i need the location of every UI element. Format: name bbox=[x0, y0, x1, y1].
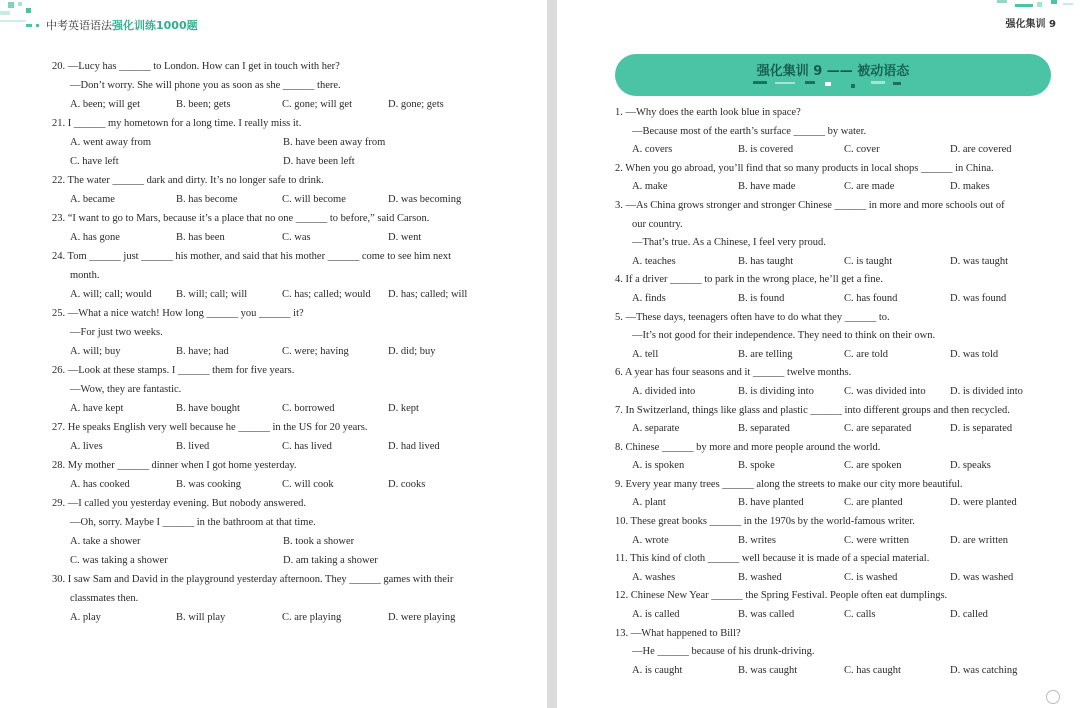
decor-bar bbox=[1015, 4, 1033, 7]
answer-option[interactable]: D. was taught bbox=[950, 255, 1009, 267]
question-line: —Oh, sorry. Maybe I ______ in the bathroom at that time. bbox=[70, 517, 316, 528]
question-stem: 6. A year has four seasons and it ______ twelve months. bbox=[615, 367, 852, 379]
answer-option[interactable]: B. was called bbox=[738, 609, 795, 621]
decor-bar bbox=[1063, 3, 1073, 5]
question-stem: 20. —Lucy has ______ to London. How can I get in touch with her? bbox=[52, 61, 340, 72]
answer-option[interactable]: B. spoke bbox=[738, 460, 775, 472]
answer-option[interactable]: D. were planted bbox=[950, 497, 1017, 509]
answer-option[interactable]: B. was cooking bbox=[176, 479, 242, 490]
answer-option[interactable]: C. are planted bbox=[844, 497, 903, 509]
answer-option[interactable]: C. was taking a shower bbox=[70, 555, 168, 566]
answer-option[interactable]: D. went bbox=[388, 232, 422, 243]
question-stem: 8. Chinese ______ by more and more people around the world. bbox=[615, 441, 881, 453]
answer-option[interactable]: C. were; having bbox=[282, 346, 349, 357]
question-item bbox=[52, 494, 522, 570]
answer-option[interactable]: B. writes bbox=[738, 534, 776, 546]
answer-option[interactable]: A. play bbox=[70, 612, 101, 623]
answer-option[interactable]: C. has caught bbox=[844, 664, 901, 676]
answer-option[interactable]: B. are telling bbox=[738, 348, 793, 360]
question-item bbox=[52, 247, 522, 304]
answer-option[interactable]: C. are made bbox=[844, 181, 895, 193]
answer-option[interactable]: C. gone; will get bbox=[282, 99, 352, 110]
question-stem: 11. This kind of cloth ______ well because it is made of a special material. bbox=[615, 553, 930, 565]
answer-option[interactable]: B. separated bbox=[738, 423, 790, 435]
decor-bar bbox=[805, 81, 815, 84]
question-item bbox=[615, 364, 1055, 401]
answer-option[interactable]: C. cover bbox=[844, 144, 880, 156]
decor-square bbox=[851, 84, 855, 88]
answer-option[interactable]: A. make bbox=[632, 181, 668, 193]
question-line: —Because most of the earth’s surface ______ by water. bbox=[632, 125, 867, 137]
question-line: month. bbox=[70, 270, 100, 281]
answer-option[interactable]: C. are separated bbox=[844, 423, 912, 435]
question-item bbox=[52, 570, 522, 627]
question-line: classmates then. bbox=[70, 593, 139, 604]
answer-option[interactable]: C. will become bbox=[282, 194, 346, 205]
question-item bbox=[615, 402, 1055, 439]
answer-option[interactable]: A. have kept bbox=[70, 403, 124, 414]
question-item bbox=[615, 271, 1055, 308]
right-page bbox=[557, 0, 1080, 708]
answer-option[interactable]: B. is dividing into bbox=[738, 385, 814, 397]
question-item bbox=[52, 304, 522, 361]
answer-option[interactable]: A. been; will get bbox=[70, 99, 140, 110]
answer-option[interactable]: C. was divided into bbox=[844, 385, 926, 397]
option-row bbox=[615, 346, 1055, 365]
decor-square bbox=[1037, 2, 1042, 7]
page-gutter bbox=[547, 0, 557, 708]
question-item bbox=[615, 587, 1055, 624]
option-row bbox=[52, 342, 522, 361]
option-row bbox=[615, 606, 1055, 625]
answer-option[interactable]: A. wrote bbox=[632, 534, 669, 546]
left-question-list bbox=[52, 57, 522, 627]
answer-option[interactable]: A. will; call; would bbox=[70, 289, 152, 300]
question-stem: 21. I ______ my hometown for a long time. I really miss it. bbox=[52, 118, 302, 129]
answer-option[interactable]: B. have; had bbox=[176, 346, 229, 357]
answer-option[interactable]: B. has become bbox=[176, 194, 238, 205]
question-stem: 1. —Why does the earth look blue in space? bbox=[615, 107, 801, 118]
answer-option[interactable]: D. called bbox=[950, 609, 988, 621]
question-item bbox=[615, 476, 1055, 513]
answer-option[interactable]: C. are playing bbox=[282, 612, 342, 623]
answer-option[interactable]: D. was found bbox=[950, 292, 1007, 304]
answer-option[interactable]: C. has lived bbox=[282, 441, 332, 452]
book-title-highlight: 强化训练1000题 bbox=[112, 19, 198, 32]
decor-square bbox=[18, 2, 22, 6]
option-row bbox=[52, 228, 522, 247]
answer-option[interactable]: A. tell bbox=[632, 348, 659, 360]
decor-bar bbox=[36, 24, 39, 27]
section-banner bbox=[615, 54, 1051, 96]
question-stem: 7. In Switzerland, things like glass and plastic ______ into different groups and then recycled. bbox=[615, 404, 1010, 416]
answer-option[interactable]: C. was bbox=[282, 232, 311, 243]
option-row bbox=[52, 551, 522, 570]
option-row bbox=[615, 420, 1055, 439]
question-stem: 2. When you go abroad, you’ll find that so many products in local shops ______ in China. bbox=[615, 162, 994, 174]
answer-option[interactable]: B. will play bbox=[176, 612, 226, 623]
answer-option[interactable]: B. washed bbox=[738, 571, 782, 583]
answer-option[interactable]: B. will; call; will bbox=[176, 289, 248, 300]
answer-option[interactable]: C. were written bbox=[844, 534, 910, 546]
decor-square bbox=[26, 8, 31, 13]
decor-bar bbox=[0, 20, 26, 22]
answer-option[interactable]: A. will; buy bbox=[70, 346, 121, 357]
option-row bbox=[615, 662, 1055, 681]
option-row bbox=[52, 152, 522, 171]
question-item bbox=[615, 513, 1055, 550]
answer-option[interactable]: D. had lived bbox=[388, 441, 440, 452]
decor-bar bbox=[997, 0, 1007, 3]
answer-option[interactable]: A. became bbox=[70, 194, 115, 205]
decor-bar bbox=[753, 81, 767, 84]
option-row bbox=[615, 569, 1055, 588]
book-title-prefix: 中考英语语法 bbox=[46, 19, 112, 32]
answer-option[interactable]: C. have left bbox=[70, 156, 119, 167]
answer-option[interactable]: D. are covered bbox=[950, 144, 1012, 156]
option-row bbox=[52, 133, 522, 152]
answer-option[interactable]: D. gone; gets bbox=[388, 99, 444, 110]
answer-option[interactable]: B. been; gets bbox=[176, 99, 231, 110]
answer-option[interactable]: D. am taking a shower bbox=[283, 555, 378, 566]
book-title bbox=[46, 17, 198, 33]
option-row bbox=[615, 178, 1055, 197]
question-item bbox=[615, 309, 1055, 365]
question-stem: 12. Chinese New Year ______ the Spring Festival. People often eat dumplings. bbox=[615, 590, 948, 602]
question-line: —Don’t worry. She will phone you as soon as she ______ there. bbox=[70, 80, 341, 91]
question-stem: 10. These great books ______ in the 1970s by the world-famous writer. bbox=[615, 516, 915, 528]
answer-option[interactable]: A. separate bbox=[632, 423, 680, 435]
answer-option[interactable]: A. plant bbox=[632, 497, 666, 509]
option-row bbox=[615, 494, 1055, 513]
question-stem: 29. —I called you yesterday evening. But nobody answered. bbox=[52, 498, 306, 509]
answer-option[interactable]: D. are written bbox=[950, 534, 1009, 546]
answer-option[interactable]: B. has been bbox=[176, 232, 225, 243]
section-banner-title: 强化集训 9 —— 被动语态 bbox=[756, 64, 910, 79]
answer-option[interactable]: A. is spoken bbox=[632, 460, 685, 472]
answer-option[interactable]: D. is divided into bbox=[950, 385, 1023, 397]
question-line: —That’s true. As a Chinese, I feel very proud. bbox=[632, 237, 826, 249]
answer-option[interactable]: B. have bought bbox=[176, 403, 240, 414]
answer-option[interactable]: C. calls bbox=[844, 609, 876, 621]
answer-option[interactable]: C. is washed bbox=[844, 571, 898, 583]
answer-option[interactable]: D. did; buy bbox=[388, 346, 436, 357]
question-stem: 27. He speaks English very well because he ______ in the US for 20 years. bbox=[52, 422, 368, 433]
option-row bbox=[615, 290, 1055, 309]
right-question-list bbox=[615, 104, 1055, 680]
question-line: —Wow, they are fantastic. bbox=[70, 384, 182, 395]
question-item bbox=[615, 197, 1055, 271]
option-row bbox=[52, 437, 522, 456]
page-corner-mark bbox=[1046, 690, 1060, 704]
answer-option[interactable]: D. have been left bbox=[283, 156, 355, 167]
option-row bbox=[615, 457, 1055, 476]
question-stem: 4. If a driver ______ to park in the wrong place, he’ll get a fine. bbox=[615, 274, 883, 286]
answer-option[interactable]: A. finds bbox=[632, 292, 666, 304]
question-item bbox=[615, 550, 1055, 587]
option-row bbox=[615, 383, 1055, 402]
answer-option[interactable]: C. has found bbox=[844, 292, 898, 304]
question-stem: 30. I saw Sam and David in the playground yesterday afternoon. They ______ games with their bbox=[52, 574, 454, 585]
answer-option[interactable]: C. are told bbox=[844, 348, 889, 360]
option-row bbox=[615, 141, 1055, 160]
question-stem: 26. —Look at these stamps. I ______ them for five years. bbox=[52, 365, 295, 376]
answer-option[interactable]: B. have been away from bbox=[283, 137, 386, 148]
decor-bar bbox=[893, 82, 901, 85]
question-item bbox=[615, 439, 1055, 476]
answer-option[interactable]: D. kept bbox=[388, 403, 419, 414]
decor-square bbox=[825, 82, 831, 86]
answer-option[interactable]: A. take a shower bbox=[70, 536, 141, 547]
answer-option[interactable]: A. washes bbox=[632, 571, 676, 583]
answer-option[interactable]: D. was becoming bbox=[388, 194, 462, 205]
answer-option[interactable]: A. is called bbox=[632, 609, 680, 621]
answer-option[interactable]: C. has; called; would bbox=[282, 289, 371, 300]
question-stem: 22. The water ______ dark and dirty. It’s no longer safe to drink. bbox=[52, 175, 324, 186]
answer-option[interactable]: B. have made bbox=[738, 181, 796, 193]
answer-option[interactable]: D. was washed bbox=[950, 571, 1014, 583]
section-header: 强化集训 9 bbox=[1005, 19, 1056, 30]
answer-option[interactable]: A. has gone bbox=[70, 232, 120, 243]
answer-option[interactable]: B. took a shower bbox=[283, 536, 355, 547]
answer-option[interactable]: D. speaks bbox=[950, 460, 991, 472]
question-line: —For just two weeks. bbox=[70, 327, 163, 338]
option-row bbox=[52, 95, 522, 114]
answer-option[interactable]: B. lived bbox=[176, 441, 210, 452]
answer-option[interactable]: D. was catching bbox=[950, 664, 1018, 676]
answer-option[interactable]: D. cooks bbox=[388, 479, 426, 490]
answer-option[interactable]: B. has taught bbox=[738, 255, 794, 267]
answer-option[interactable]: C. is taught bbox=[844, 255, 893, 267]
option-row bbox=[52, 532, 522, 551]
question-stem: 5. —These days, teenagers often have to do what they ______ to. bbox=[615, 311, 890, 323]
decor-bar bbox=[775, 82, 795, 84]
answer-option[interactable]: D. is separated bbox=[950, 423, 1013, 435]
decor-bar bbox=[871, 81, 885, 84]
question-stem: 24. Tom ______ just ______ his mother, and said that his mother ______ come to see him next bbox=[52, 251, 452, 262]
question-item bbox=[615, 625, 1055, 681]
answer-option[interactable]: D. was told bbox=[950, 348, 999, 360]
answer-option[interactable]: B. was caught bbox=[738, 664, 798, 676]
option-row bbox=[52, 475, 522, 494]
answer-option[interactable]: C. borrowed bbox=[282, 403, 335, 414]
answer-option[interactable]: A. has cooked bbox=[70, 479, 130, 490]
answer-option[interactable]: A. divided into bbox=[632, 385, 696, 397]
question-line: our country. bbox=[632, 218, 683, 230]
decor-bar bbox=[26, 24, 32, 27]
decor-square bbox=[0, 11, 10, 15]
answer-option[interactable]: A. went away from bbox=[70, 137, 152, 148]
question-item bbox=[52, 114, 522, 171]
option-row bbox=[52, 399, 522, 418]
question-item bbox=[52, 171, 522, 209]
question-line: —It’s not good for their independence. They need to think on their own. bbox=[632, 330, 936, 342]
question-stem: 3. —As China grows stronger and stronger Chinese ______ in more and more schools out of bbox=[615, 199, 1005, 211]
option-row bbox=[52, 190, 522, 209]
answer-option[interactable]: A. is caught bbox=[632, 664, 683, 676]
option-row bbox=[615, 253, 1055, 272]
question-item bbox=[615, 160, 1055, 197]
left-page-header bbox=[0, 0, 547, 44]
question-item bbox=[52, 456, 522, 494]
question-item bbox=[52, 57, 522, 114]
answer-option[interactable]: D. were playing bbox=[388, 612, 456, 623]
answer-option[interactable]: B. is covered bbox=[738, 144, 794, 156]
answer-option[interactable]: B. have planted bbox=[738, 497, 804, 509]
question-item bbox=[52, 361, 522, 418]
option-row bbox=[52, 285, 522, 304]
answer-option[interactable]: B. is found bbox=[738, 292, 785, 304]
decor-square bbox=[8, 2, 14, 8]
question-item bbox=[52, 418, 522, 456]
question-stem: 23. “I want to go to Mars, because it’s a place that no one ______ to before,” said Carson. bbox=[52, 213, 430, 224]
question-stem: 9. Every year many trees ______ along the streets to make our city more beautiful. bbox=[615, 478, 963, 490]
question-line: —He ______ because of his drunk-driving. bbox=[632, 646, 815, 658]
answer-option[interactable]: D. makes bbox=[950, 181, 990, 193]
question-stem: 28. My mother ______ dinner when I got home yesterday. bbox=[52, 460, 297, 471]
question-item bbox=[615, 104, 1055, 160]
question-stem: 13. —What happened to Bill? bbox=[615, 627, 741, 639]
option-row bbox=[615, 532, 1055, 551]
option-row bbox=[52, 608, 522, 627]
question-item bbox=[52, 209, 522, 247]
answer-option[interactable]: C. will cook bbox=[282, 479, 334, 490]
question-stem: 25. —What a nice watch! How long ______ you ______ it? bbox=[52, 308, 304, 319]
answer-option[interactable]: A. teaches bbox=[632, 255, 676, 267]
answer-option[interactable]: C. are spoken bbox=[844, 460, 902, 472]
answer-option[interactable]: A. covers bbox=[632, 144, 673, 156]
answer-option[interactable]: D. has; called; will bbox=[388, 289, 468, 300]
decor-square bbox=[1051, 0, 1057, 4]
answer-option[interactable]: A. lives bbox=[70, 441, 103, 452]
